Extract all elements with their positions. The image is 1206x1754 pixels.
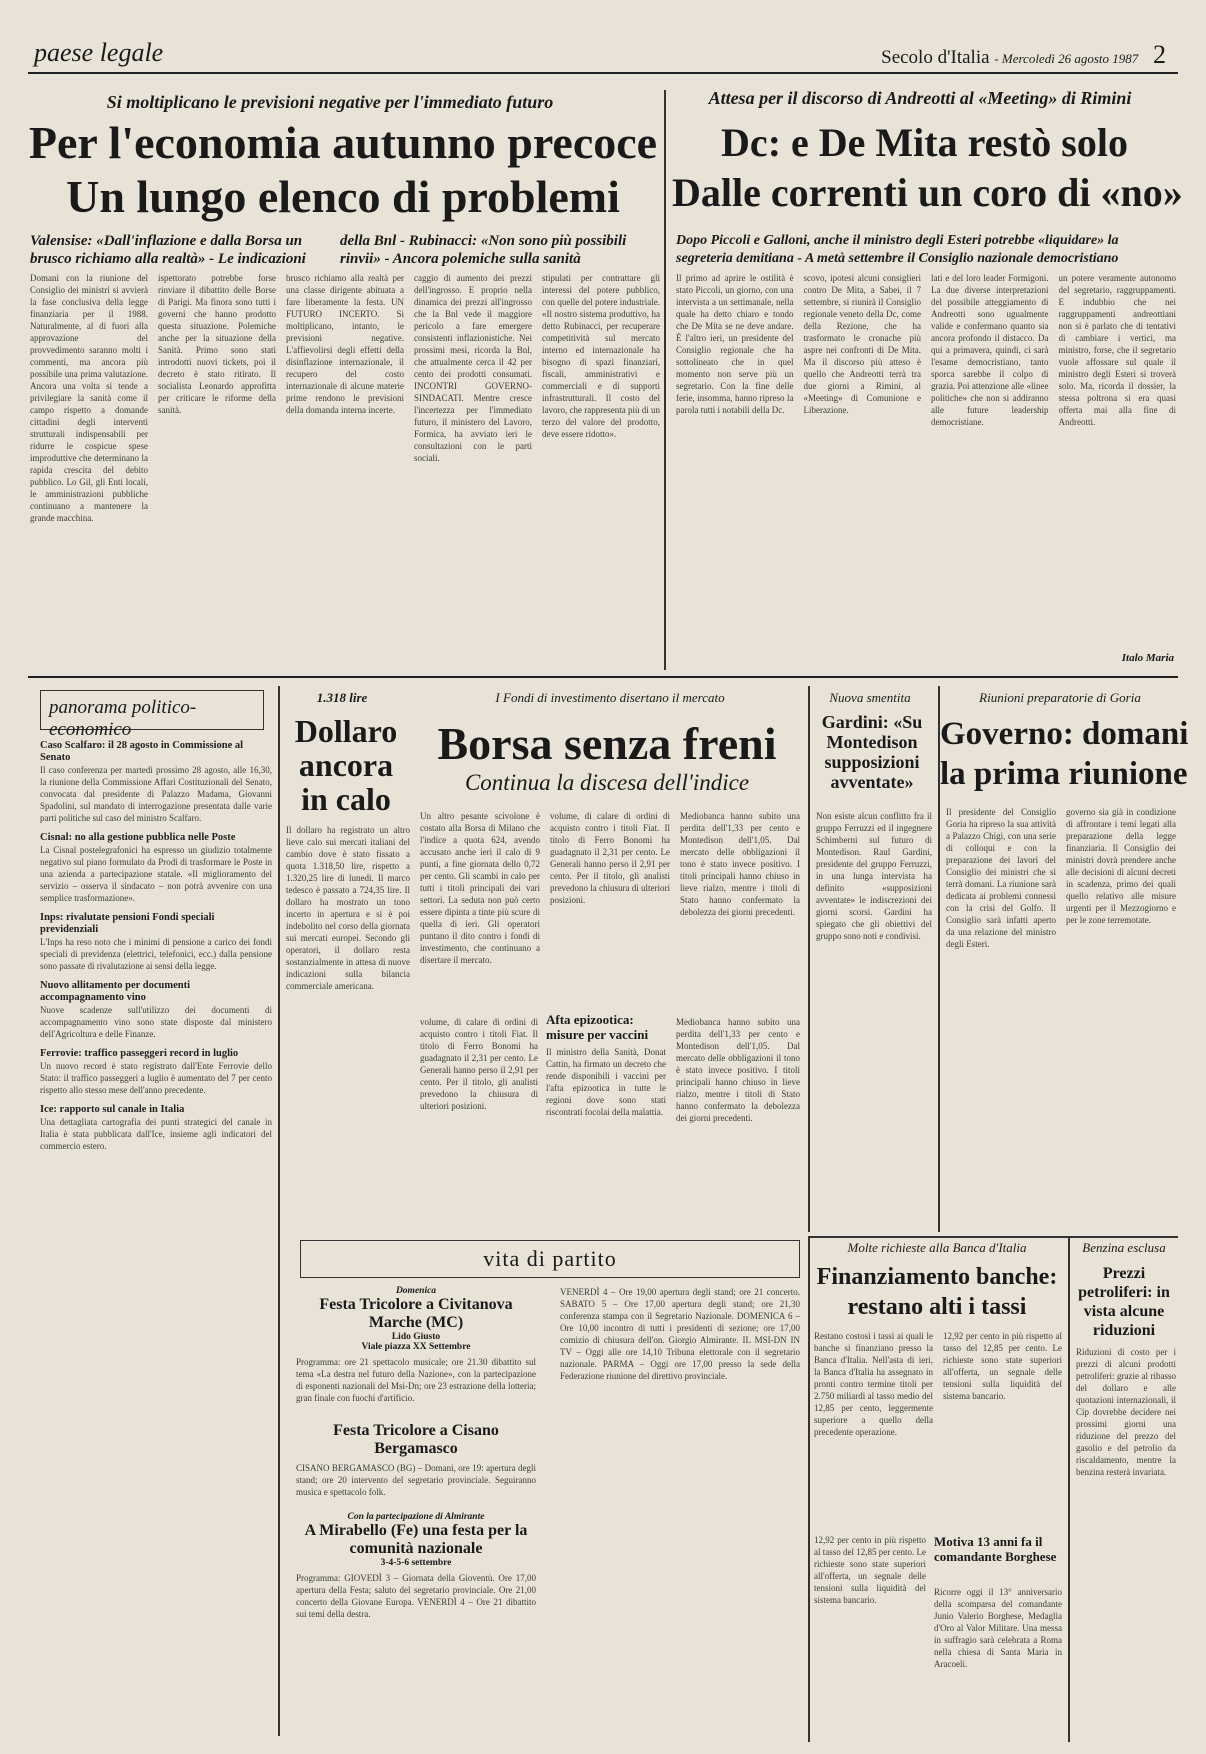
panorama-title: panorama politico-economico bbox=[49, 697, 197, 740]
panorama-item bbox=[40, 740, 272, 824]
borsa-kicker: I Fondi di investimento disertano il mercato bbox=[495, 690, 725, 705]
dc-headline bbox=[672, 118, 1183, 218]
panorama-item-head: Cisnal: no alla gestione pubblica nelle Poste bbox=[40, 832, 236, 843]
dc-subhead: Dopo Piccoli e Galloni, anche il ministro degli Esteri potrebbe «liquidare» la segreteria demitiana - A metà settembre il Consiglio nazionale democristiano bbox=[676, 233, 1119, 266]
finanziamento-column-2: 12,92 per cento in più rispetto al tasso del 12,85 per cento. Le richieste sono state superiori all'offerta, un segnale delle tensioni sulla liquidità del sistema bancario. bbox=[943, 1331, 1062, 1401]
gardini-kicker: Nuova smentita bbox=[829, 690, 911, 705]
dollaro-kicker: 1.318 lire bbox=[316, 690, 368, 705]
event1-day: Domenica bbox=[395, 1286, 437, 1296]
borsa-column-3-cont: Mediobanca hanno subito una perdita dell'1,33 per cento e Montedison dell'1,05. Dal mercato delle obbligazioni il tono è stato invece positivo. I titoli principali hanno chiuso in lieve rialzo, mentre i titoli di Stato hanno confermato la debolezza dei giorni precedenti. bbox=[676, 1017, 800, 1123]
panorama-item-head: Inps: rivalutate pensioni Fondi speciali previdenziali bbox=[40, 912, 215, 935]
column-divider bbox=[808, 686, 810, 1232]
dc-column-4: un potere veramente autonomo del segretario, raggruppamenti. E indubbio che nei raggruppamenti andreottiani non si è parlato che di tentativi di cambiare i vertici, ma ministro, forse, che il segretario vuole affossare sul quale il ministro degli Esteri si troverà solo. Ma, ricorda il dossier, la stessa poltrona si era quasi offerta mai alla fine di Andreotti. bbox=[1058, 273, 1176, 427]
dollaro-text: Il dollaro ha registrato un altro lieve calo sui mercati italiani del cambio dove è stato fissato a quota 1.318,50 lire, rispetto a 1.320,25 lire di lunedì. Il marco tedesco è passato a 724,35 lire. Il dollaro ha mostrato un tono incerto in apertura e si è poi indebolito nel corso della giornata sui mercati europei. Secondo gli operatori, il dollaro resta sostanzialmente in attesa di nuove indicazioni sulla bilancia commerciale americana. bbox=[286, 825, 410, 991]
event3-dates: 3-4-5-6 settembre bbox=[380, 1558, 452, 1568]
benzina-headline: Prezzi petroliferi: in vista alcune riduzioni bbox=[1078, 1265, 1170, 1339]
benzina-kicker: Benzina esclusa bbox=[1082, 1240, 1166, 1255]
event2-text: CISANO BERGAMASCO (BG) – Domani, ore 19: apertura degli stand; ore 20 intervento del segretario provinciale. Seguiranno musica e spettacolo folk. bbox=[296, 1463, 536, 1497]
section-rule bbox=[28, 676, 1178, 678]
section-title: paese legale bbox=[34, 38, 164, 67]
panorama-item bbox=[40, 912, 272, 972]
party-header-box bbox=[300, 1240, 800, 1278]
borsa-column-1: Un altro pesante scivolone è costato alla Borsa di Milano che l'indice a quota 624, avendo accusato anche ieri il calo di 9 punti, a fine giornata dello 0,72 per cento. Gli scambi in calo per tutti i titoli principali dei vari settori. La seduta non può certo essere dipinta a tinte più scure di quella di ieri. Gli operatori puntano il dito contro i fondi di investimento, che continuano a disertare il mercato. bbox=[420, 811, 540, 965]
dc-headline-line2: Dalle correnti un coro di «no» bbox=[672, 170, 1183, 215]
benzina-text: Riduzioni di costo per i prezzi di alcuni prodotti petroliferi: grazie al ribasso del dollaro e alle quotazioni internazionali, il Cip dovrebbe decidere nei prossimi giorni una riduzione del prezzo del gasolio e del petrolio da riscaldamento, mentre la benzina resterà invariata. bbox=[1076, 1347, 1176, 1477]
finanziamento-headline-line1: Finanziamento banche: bbox=[816, 1264, 1058, 1290]
dollaro-headline: Dollaro ancora in calo bbox=[294, 713, 398, 817]
section-rule bbox=[808, 1236, 1178, 1238]
governo-column-1: Il presidente del Consiglio Goria ha ripreso la sua attività a Palazzo Chigi, con una serie di colloqui e con la preparazione dei lavori del Consiglio dei ministri che si terrà domani. La riunione sarà dedicata ai problemi connessi con la crisi del Golfo. Il Consiglio sarà infatti aperto da una relazione del ministro degli Esteri. bbox=[946, 807, 1056, 949]
gardini-headline: Gardini: «Su Montedison supposizioni avventate» bbox=[821, 712, 923, 792]
event1-text: Programma: ore 21 spettacolo musicale; ore 21.30 dibattito sul tema «La destra nel futuro della Nazione», con la partecipazione di esponenti nazionali del Msi-Dn; ore 23 estrazione della lotteria; gran finale con fuochi d'artificio. bbox=[296, 1357, 536, 1403]
finanziamento-article bbox=[814, 1330, 1062, 1524]
afta-text: Il ministro della Sanità, Donat Cattin, ha firmato un decreto che rende disponibili i vaccini per l'afta epizootica in tutte le regioni dove sono stati riscontrati focolai della malattia. bbox=[546, 1047, 666, 1117]
borsa-article bbox=[420, 810, 800, 1010]
governo-headline bbox=[940, 714, 1189, 794]
economia-column-4: caggio di aumento dei prezzi dell'ingrosso. E proprio nella dinamica dei prezzi all'ingrosso che la Bnl vede il maggiore pericolo a fare emergere consistenti inflazionistiche. Nei prossimi mesi, ricorda la Bnl, che attualmente cerca il 42 per cento dei prodotti consumati. INCONTRI GOVERNO-SINDACATI. Mentre cresce l'incertezza per l'immediato futuro, il ministero del Lavoro, Formica, ha avviato ieri le consultazioni con le parti sociali. bbox=[414, 273, 532, 463]
economia-article bbox=[30, 272, 660, 642]
finanziamento-headline-line2: restano alti i tassi bbox=[847, 1294, 1027, 1320]
event1-date: Viale piazza XX Settembre bbox=[361, 1342, 471, 1352]
dc-signature: Italo Maria bbox=[1121, 652, 1174, 664]
economia-kicker: Si moltiplicano le previsioni negative per l'immediato futuro bbox=[106, 92, 554, 112]
masthead-rule bbox=[28, 72, 1178, 74]
economia-column-5: stipulati per contrattare gli interessi del potere pubblico, con quelle del potere industriale. «Il nostro sistema produttivo, ha detto Rubinacci, per recuperare competitività sul mercato interno ed internazionale ha bisogno di spazi finanziari, fiscali, amministrativi e commerciali e di supporti infrastrutturali. Il costo del lavoro, che rappresenta più di un terzo del valore del prodotto, deve essere ridotto». bbox=[542, 273, 660, 439]
economia-headline bbox=[28, 116, 658, 224]
panorama-item-text: Un nuovo record è stato registrato dall'Ente Ferrovie dello Stato: il traffico passeggeri a luglio è aumentato del 7 per cento rispetto allo stesso mese dell'anno precedente. bbox=[40, 1061, 272, 1095]
page-number: 2 bbox=[1153, 40, 1166, 69]
panorama-item-head: Caso Scalfaro: il 28 agosto in Commissione al Senato bbox=[40, 740, 244, 763]
governo-headline-line1: Governo: domani bbox=[940, 716, 1189, 752]
governo-column-2: governo sia già in condizione di affrontare i temi legati alla preparazione della legge finanziaria. Il Consiglio dei ministri dovrà prendere anche alle decisioni di alcuni decreti in scadenza, primo dei quali quello relativo alle misure urgenti per il Mezzogiorno e per le zone terremotate. bbox=[1066, 807, 1176, 925]
panorama-item-text: Il caso conferenza per martedì prossimo 28 agosto, alle 16,30, la riunione della Commissione Affari Costituzionali del Senato, convocata dal presidente di Palazzo Madama, Giovanni Spadolini, sul mandato di interrogazione presentata dalle varie parti politiche sul caso del ministro Scalfaro. bbox=[40, 765, 272, 823]
governo-kicker: Riunioni preparatorie di Goria bbox=[979, 690, 1141, 705]
economia-headline-line2: Un lungo elenco di problemi bbox=[66, 171, 620, 222]
panorama-item-text: Nuove scadenze sull'utilizzo dei documenti di accompagnamento vino sono state disposte dal ministero dell'Agricoltura e delle Finanze. bbox=[40, 1005, 272, 1039]
borsa-subheadline: Continua la discesa dell'indice bbox=[464, 770, 750, 795]
event1-place: Lido Giusto bbox=[391, 1332, 441, 1342]
column-divider bbox=[1068, 1236, 1070, 1742]
borsa-headline: Borsa senza freni bbox=[437, 718, 777, 769]
economia-column-3: brusco richiamo alla realtà per una classe dirigente abituata a fare liberamente la festa. UN FUTURO INCERTO. Si moltiplicano, intanto, le previsioni negative. L'affievolirsi degli effetti della disinflazione internazionale, il recupero del costo internazionale di alcune materie prime rendono le previsioni della domanda interna incerte. bbox=[286, 273, 404, 415]
dc-article bbox=[676, 272, 1176, 624]
finanziamento-headline bbox=[810, 1262, 1064, 1322]
borsa-column-1-cont: volume, di calare di ordini di acquisto contro i titoli Fiat. Il titolo di Ferro Bonomi ha guadagnato il 2,31 per cento. Le Generali hanno perso il 2,91 per cento. Per il titolo, gli analisti prevedono la chiusura di ulteriori posizioni. bbox=[420, 1017, 538, 1111]
economia-subhead-left: Valensise: «Dall'inflazione e dalla Borsa un brusco richiamo alla realtà» - Le indicazioni bbox=[30, 233, 306, 267]
borsa-column-2: volume, di calare di ordini di acquisto contro i titoli Fiat. Il titolo di Ferro Bonomi ha guadagnato il 2,31 per cento. Le Generali hanno perso il 2,91 per cento. Per il titolo, gli analisti prevedono la chiusura di ulteriori posizioni. bbox=[550, 811, 670, 905]
dc-column-2: scovo, ipotesi alcuni consiglieri contro De Mita, a Sabei, il 7 settembre, si riunirà il Consiglio regionale veneto della Dc, come della Rezione, che ha trasformato le cronache più aspre nei confronti di De Mita. Ma il discorso più atteso è quello che Andreotti terrà tra due giorni a Rimini, al «Meeting» di Comunione e Liberazione. bbox=[803, 273, 921, 415]
finanziamento-kicker: Molte richieste alla Banca d'Italia bbox=[847, 1240, 1027, 1255]
economia-column-2: ispettorato potrebbe forse rinviare il dibattito delle Borse di Parigi. Ma finora sono tutti i governi che hanno prodotto questa situazione. Polemiche anche per la situazione della Sanità. Primo sono stati introdotti nuovi tickets, poi il decreto è stato ritirato. Il socialista Leonardo approfitta per criticare le riforme della sanità. bbox=[158, 273, 276, 415]
column-divider bbox=[278, 686, 280, 1736]
dc-headline-line1: Dc: e De Mita restò solo bbox=[721, 120, 1128, 165]
issue-date: - Mercoledì 26 agosto 1987 bbox=[994, 51, 1139, 66]
panorama-item-head: Ice: rapporto sul canale in Italia bbox=[40, 1104, 185, 1115]
event2-title: Festa Tricolore a Cisano Bergamasco bbox=[333, 1422, 499, 1457]
borsa-column-3: Mediobanca hanno subito una perdita dell'1,33 per cento e Montedison dell'1,05. Dal mercato delle obbligazioni il tono è stato invece positivo. I titoli principali hanno chiuso in lieve rialzo, mentre i titoli di Stato hanno confermato la debolezza dei giorni precedenti. bbox=[680, 811, 800, 917]
panorama-item bbox=[40, 1048, 272, 1096]
panorama-item-text: Una dettagliata cartografia dei punti strategici del canale in Italia è stata pubblicata dall'Ice, insieme agli indicatori del commercio estero. bbox=[40, 1117, 272, 1151]
panorama-item bbox=[40, 832, 272, 904]
column-divider bbox=[664, 90, 666, 670]
economia-subhead-right: della Bnl - Rubinacci: «Non sono più possibili rinvii» - Ancora polemiche sulla sanità bbox=[340, 233, 627, 267]
panorama-item-text: La Cisnal postelegrafonici ha espresso un giudizio totalmente negativo sul piano formulato da Prodi di trasformare le Poste in una azienda a partecipazione statale. «Il miglioramento del servizio – osserva il sindacato – non potrà avvenire con una semplice trasformazione». bbox=[40, 845, 272, 903]
finanziamento-column-1: Restano costosi i tassi ai quali le banche si finanziano presso la Banca d'Italia. Nell'asta di ieri, la Banca d'Italia ha assegnato in pronti contro termine titoli per 2.750 miliardi al tasso medio del 12,85 per cento, leggermente superiore a quello della precedente operazione. bbox=[814, 1331, 933, 1437]
paper-name: Secolo d'Italia bbox=[881, 47, 990, 68]
economia-column-1: Domani con la riunione del Consiglio dei ministri si avvierà la fase conclusiva della legge finanziaria per il 1988. Naturalmente, al di fuori alla approvazione del provvedimento saranno molti i commenti, ma ancora più possibile una prima valutazione. Ancora una volta si tende a privilegiare la sanità come il campo rispetto a domande cittadini degli interventi strutturali indispensabili per ridurre le cospicue spese improduttive che determinano la rapida crescita del debito pubblico. Lo Gil, gli Enti locali, le amministrazioni pubbliche continuano a mantenere la grande macchina. bbox=[30, 273, 148, 523]
dc-kicker: Attesa per il discorso di Andreotti al «Meeting» di Rimini bbox=[708, 88, 1132, 108]
event1-title: Festa Tricolore a Civitanova Marche (MC) bbox=[319, 1296, 513, 1331]
panorama-item bbox=[40, 980, 272, 1040]
event3-kicker: Con la partecipazione di Almirante bbox=[347, 1512, 485, 1522]
motiva-text: Ricorre oggi il 13° anniversario della scomparsa del comandante Junio Valerio Borghese, Medaglia d'Oro al Valor Militare. Una messa in suffragio sarà celebrata a Roma nella chiesa di Santa Maria in Aracoeli. bbox=[934, 1587, 1062, 1669]
event3-text: Programma: GIOVEDÌ 3 – Giornata della Gioventù. Ore 17,00 apertura della Festa; saluto del segretario provinciale. Ore 21,00 concerto della Giovane Europa. VENERDÌ 4 – Ore 21 dibattito sui temi della destra. bbox=[296, 1573, 536, 1619]
governo-headline-line2: la prima riunione bbox=[940, 756, 1188, 792]
dc-column-1: Il primo ad aprire le ostilità è stato Piccoli, un giorno, con una intervista a un settimanale, nella quale ha detto chiaro e tondo che De Mita se ne deve andare. È l'altro ieri, un presidente del Consiglio regionale che ha sottolineato che in quel momento non serve più un segretario. Con la fine delle ferie, insomma, hanno ripreso la parola tutti i notabili della Dc. bbox=[676, 273, 794, 415]
party-left-column bbox=[296, 1286, 536, 1742]
party-right-column: VENERDÌ 4 – Ore 19,00 apertura degli stand; ore 21 concerto. SABATO 5 – Ore 17,00 apertura degli stand; ore 21,30 conferenza stampa con il Segretario Nazionale. DOMENICA 6 – Ore 10,00 incontro di tutti i presidenti di sezione; ore 17,00 comizio di chiusura dell'on. Giorgio Almirante. IL MSI-DN IN TV – Oggi alle ore 14,10 Tribuna elettorale con il segretario nazionale. PARMA – Oggi ore 17,00 presso la sede della Federazione riunione del direttivo provinciale. bbox=[560, 1287, 800, 1381]
gardini-text: Non esiste alcun conflitto fra il gruppo Ferruzzi ed il ingegnere Schimberni sul futuro di Montedison. Raul Gardini, presidente del gruppo Ferruzzi, in una lunga intervista ha definito «supposizioni avventate» le indiscrezioni dei giorni scorsi. Gardini ha spiegato che gli obiettivi del gruppo sono noti e condivisi. bbox=[816, 811, 932, 941]
panorama-item bbox=[40, 1104, 272, 1152]
panorama-item-text: L'Inps ha reso noto che i minimi di pensione a carico dei fondi speciali di previdenza (elettrici, telefonici, ecc.) dalla pensione sono passate di rivalutazione ai sensi della legge. bbox=[40, 937, 272, 971]
event3-title: A Mirabello (Fe) una festa per la comunità nazionale bbox=[304, 1522, 528, 1557]
governo-article bbox=[946, 806, 1176, 1230]
dc-column-3: lati e del loro leader Formigoni. La due diverse interpretazioni del possibile atteggiamento di Andreotti sono ugualmente valide e confermano quanto sia ancora profondo il distacco. Da qui a primavera, quindi, ci sarà l'esame democristiano, tanto sporca sarebbe il colpo di grazia. Poi attenzione alle «linee politiche» che non si addiranno alle future leadership democristiane. bbox=[931, 273, 1049, 427]
panorama-header-box bbox=[40, 690, 264, 740]
panorama-item-head: Ferrovie: traffico passeggeri record in luglio bbox=[40, 1048, 239, 1059]
panorama-column bbox=[40, 740, 272, 1738]
party-title: vita di partito bbox=[483, 1246, 617, 1271]
motiva-headline: Motiva 13 anni fa il comandante Borghese bbox=[934, 1534, 1057, 1564]
panorama-item-head: Nuovo allitamento per documenti accompagnamento vino bbox=[40, 980, 191, 1003]
finanziamento-column-1-cont: 12,92 per cento in più rispetto al tasso del 12,85 per cento. Le richieste sono state superiori all'offerta, un segnale delle tensioni sulla liquidità del sistema bancario. bbox=[814, 1535, 926, 1605]
economia-headline-line1: Per l'economia autunno precoce bbox=[28, 117, 658, 168]
masthead bbox=[881, 40, 1166, 70]
afta-headline: Afta epizootica: misure per vaccini bbox=[546, 1012, 649, 1042]
